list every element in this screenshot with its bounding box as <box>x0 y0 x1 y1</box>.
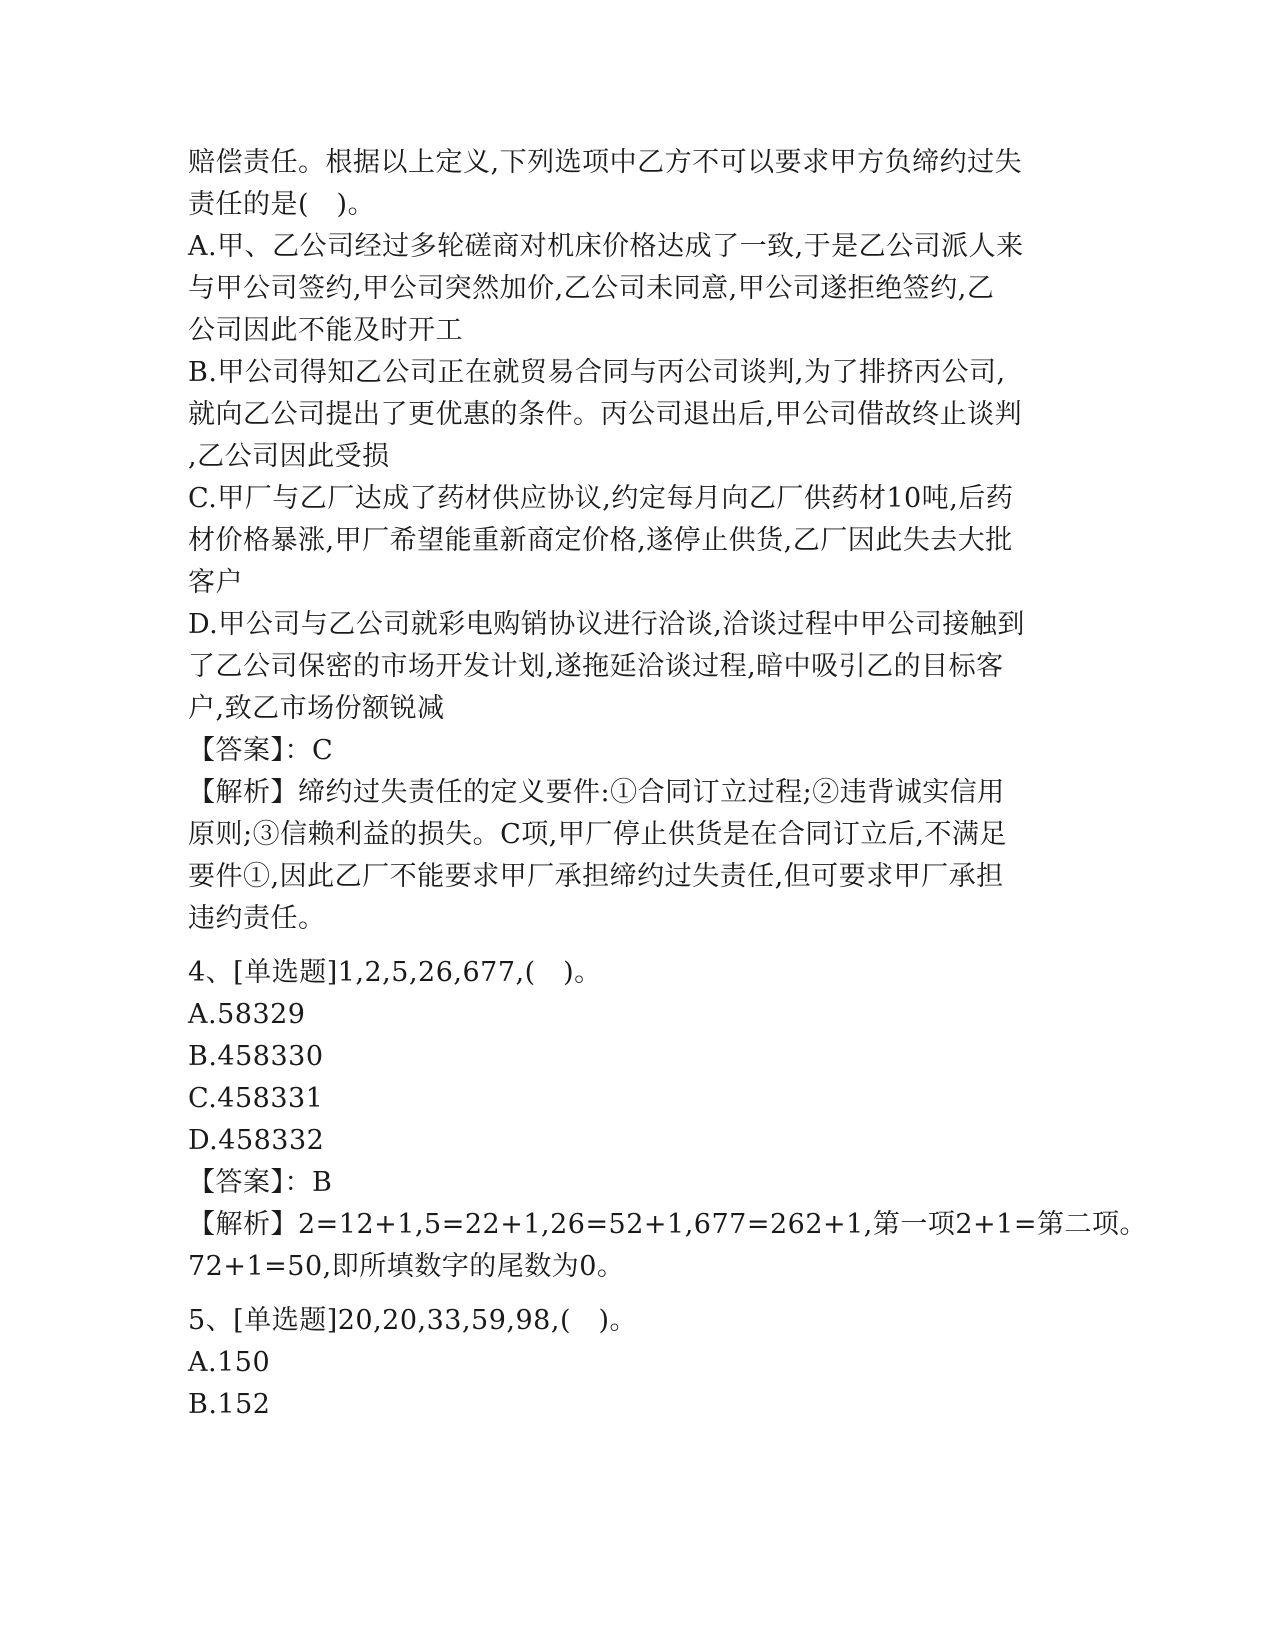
question-4-analysis-line-2: 72+1=50,即所填数字的尾数为0。 <box>188 1251 625 1282</box>
question-3-option-d-line-1: D.甲公司与乙公司就彩电购销协议进行洽谈,洽谈过程中甲公司接触到 <box>188 609 1025 640</box>
question-3-option-a-line-3: 公司因此不能及时开工 <box>188 315 463 346</box>
question-4-analysis-line-1: 【解析】2=12+1,5=22+1,26=52+1,677=262+1,第一项2+1=第二项。 <box>188 1209 1147 1240</box>
question-4-stem: 4、[单选题]1,2,5,26,677,( )。 <box>188 957 602 988</box>
question-5-option-b: B.152 <box>188 1389 271 1420</box>
question-3-answer: 【答案】：C <box>188 735 334 766</box>
question-3-analysis-line-1: 【解析】缔约过失责任的定义要件:①合同订立过程;②违背诚实信用 <box>188 777 1005 808</box>
question-4-option-d: D.458332 <box>188 1125 325 1156</box>
question-3-analysis-line-2: 原则;③信赖利益的损失。C项,甲厂停止供货是在合同订立后,不满足 <box>188 819 1007 850</box>
question-4-option-b: B.458330 <box>188 1041 324 1072</box>
question-3-option-c-line-1: C.甲厂与乙厂达成了药材供应协议,约定每月向乙厂供药材10吨,后药 <box>188 483 1014 514</box>
question-3-option-d-line-2: 了乙公司保密的市场开发计划,遂拖延洽谈过程,暗中吸引乙的目标客 <box>188 651 1004 682</box>
question-3-option-c-line-3: 客户 <box>188 567 243 598</box>
question-3-option-a-line-1: A.甲、乙公司经过多轮磋商对机床价格达成了一致,于是乙公司派人来 <box>188 231 1024 262</box>
question-4-option-c: C.458331 <box>188 1083 324 1114</box>
question-3-option-b-line-3: ,乙公司因此受损 <box>188 441 390 472</box>
question-3-option-b-line-2: 就向乙公司提出了更优惠的条件。丙公司退出后,甲公司借故终止谈判 <box>188 399 1023 430</box>
question-3-option-a-line-2: 与甲公司签约,甲公司突然加价,乙公司未同意,甲公司遂拒绝签约,乙 <box>188 273 995 304</box>
question-5-stem: 5、[单选题]20,20,33,59,98,( )。 <box>188 1305 638 1336</box>
question-4-option-a: A.58329 <box>188 999 306 1030</box>
question-3-option-b-line-1: B.甲公司得知乙公司正在就贸易合同与丙公司谈判,为了排挤丙公司, <box>188 357 1006 388</box>
question-3-option-c-line-2: 材价格暴涨,甲厂希望能重新商定价格,遂停止供货,乙厂因此失去大批 <box>188 525 1013 556</box>
question-4-answer: 【答案】：B <box>188 1167 333 1198</box>
question-3-analysis-line-4: 违约责任。 <box>188 903 326 934</box>
question-3-option-d-line-3: 户,致乙市场份额锐减 <box>188 693 445 724</box>
question-3-stem-line-1: 赔偿责任。根据以上定义,下列选项中乙方不可以要求甲方负缔约过失 <box>188 147 1023 178</box>
question-3-analysis-line-3: 要件①,因此乙厂不能要求甲厂承担缔约过失责任,但可要求甲厂承担 <box>188 861 1004 892</box>
question-5-option-a: A.150 <box>188 1347 271 1378</box>
question-3-stem-line-2: 责任的是( )。 <box>188 189 376 220</box>
